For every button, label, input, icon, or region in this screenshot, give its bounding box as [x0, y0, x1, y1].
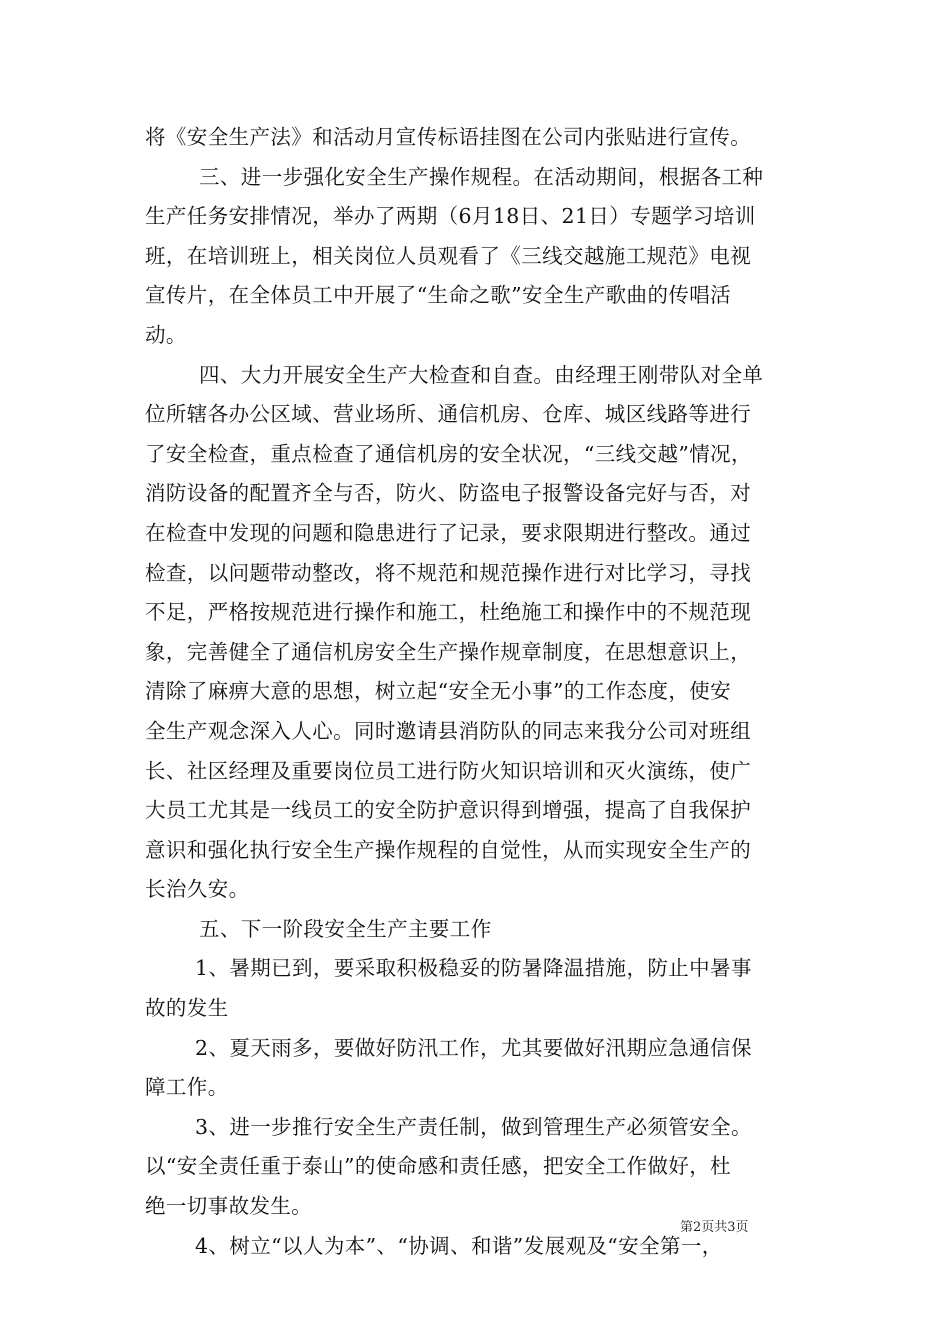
text-line: 大员工尤其是一线员工的安全防护意识得到增强，提高了自我保护	[145, 798, 752, 823]
text-line: 生产任务安排情况，举办了两期（6月18日、21日）专题学习培训	[145, 204, 756, 229]
text-line: 障工作。	[145, 1075, 229, 1100]
text-line: 了安全检查，重点检查了通信机房的安全状况，“三线交越”情况，	[145, 441, 752, 466]
text-line: 1、暑期已到，要采取积极稳妥的防暑降温措施，防止中暑事	[195, 956, 752, 981]
text-line: 三、进一步强化安全生产操作规程。在活动期间，根据各工种	[199, 164, 764, 189]
text-line: 清除了麻痹大意的思想，树立起“安全无小事”的工作态度，使安	[145, 679, 732, 704]
document-body	[145, 118, 810, 1266]
text-line: 消防设备的配置齐全与否，防火、防盗电子报警设备完好与否，对	[145, 481, 752, 506]
section-heading: 五、下一阶段安全生产主要工作	[199, 916, 492, 941]
text-line: 故的发生	[145, 996, 229, 1021]
text-line: 长、社区经理及重要岗位员工进行防火知识培训和灭火演练，使广	[145, 758, 752, 783]
text-line: 绝一切事故发生。	[145, 1194, 313, 1219]
text-line: 长治久安。	[145, 877, 250, 902]
text-line: 象，完善健全了通信机房安全生产操作规章制度，在思想意识上，	[145, 639, 752, 664]
text-line: 不足，严格按规范进行操作和施工，杜绝施工和操作中的不规范现	[145, 600, 752, 625]
text-line: 全生产观念深入人心。同时邀请县消防队的同志来我分公司对班组	[145, 718, 752, 743]
text-line: 以“安全责任重于泰山”的使命感和责任感，把安全工作做好，杜	[145, 1154, 732, 1179]
text-line: 宣传片，在全体员工中开展了“生命之歌”安全生产歌曲的传唱活	[145, 283, 732, 308]
page-number: 第2页共3页	[680, 1220, 749, 1235]
text-line: 将《安全生产法》和活动月宣传标语挂图在公司内张贴进行宣传。	[145, 125, 752, 149]
text-line: 2、夏天雨多，要做好防汛工作，尤其要做好汛期应急通信保	[195, 1035, 752, 1060]
text-line: 意识和强化执行安全生产操作规程的自觉性，从而实现安全生产的	[145, 837, 752, 862]
text-line: 4、树立“以人为本”、“协调、和谐”发展观及“安全第一，	[195, 1233, 723, 1258]
text-line: 动。	[145, 322, 187, 347]
text-line: 检查，以问题带动整改，将不规范和规范操作进行对比学习，寻找	[145, 560, 752, 585]
text-line: 在检查中发现的问题和隐患进行了记录，要求限期进行整改。通过	[145, 520, 752, 545]
text-line: 3、进一步推行安全生产责任制，做到管理生产必须管安全。	[195, 1114, 752, 1139]
text-line: 班，在培训班上，相关岗位人员观看了《三线交越施工规范》电视	[145, 243, 752, 268]
text-line: 四、大力开展安全生产大检查和自查。由经理王刚带队对全单	[199, 362, 764, 387]
text-line: 位所辖各办公区域、营业场所、通信机房、仓库、城区线路等进行	[145, 402, 752, 427]
